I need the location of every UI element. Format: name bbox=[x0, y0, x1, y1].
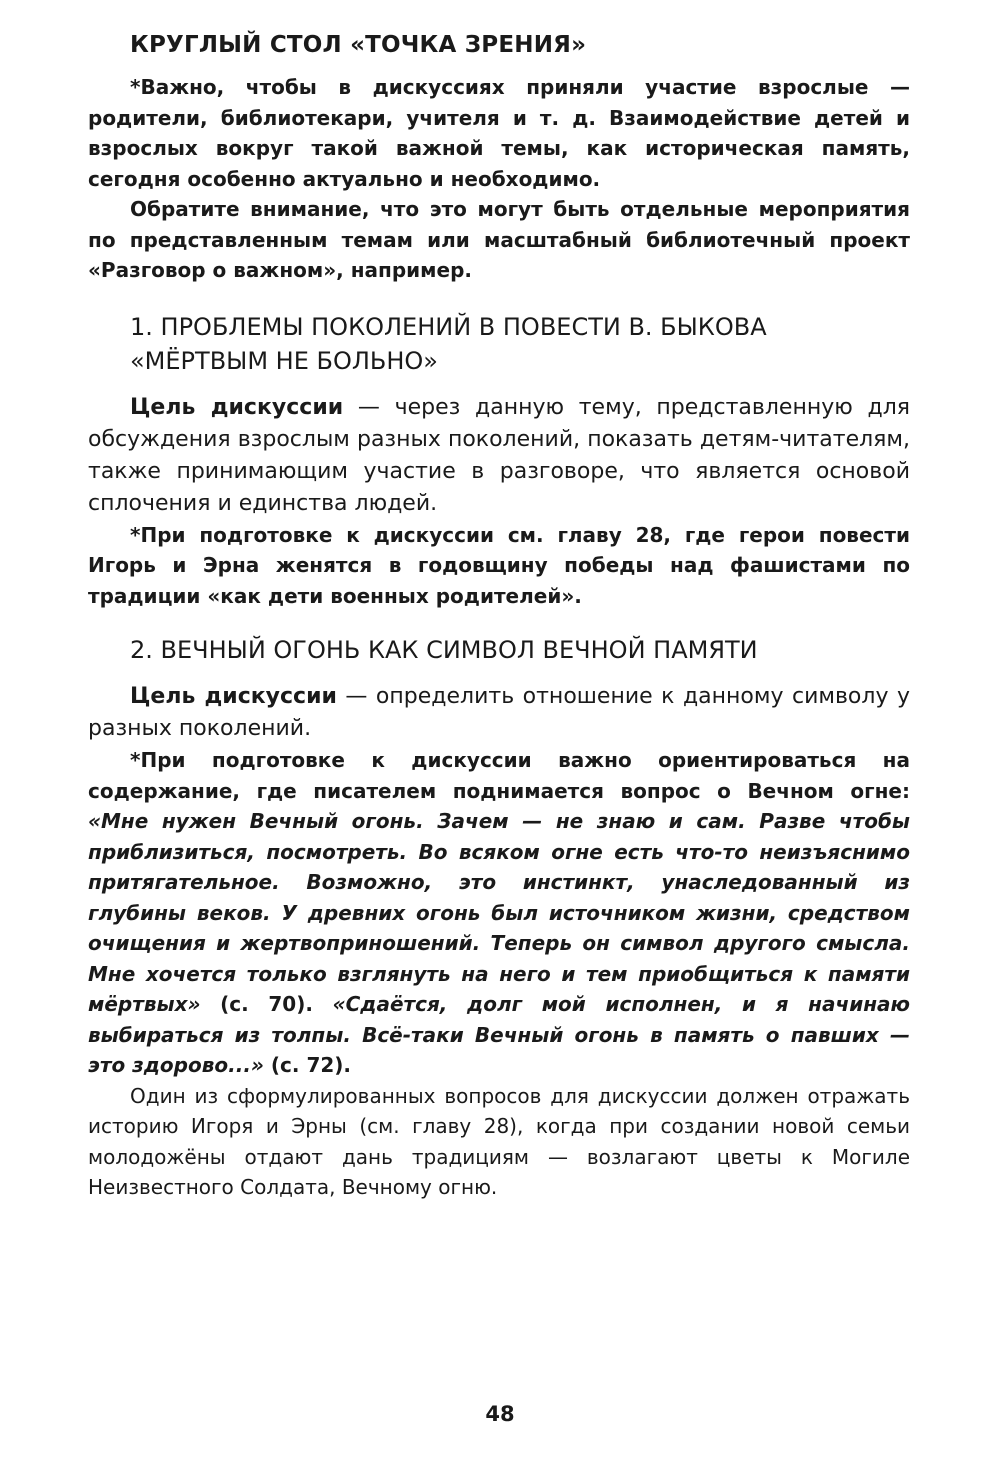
page-content bbox=[88, 30, 910, 1203]
section2-closing: Один из сформулированных вопросов для дискуссии должен отражать историю Игоря и Эрны (см. главу 28), когда при создании новой семьи молодожёны отдают дань традициям — возлагают цветы к Могиле Неизвестного Солдата, Вечному огню. bbox=[88, 1083, 910, 1199]
section2-note-intro: *При подготовке к дискуссии важно ориентироваться на содержание, где писателем поднимается вопрос о Вечном огне: bbox=[88, 748, 910, 803]
page-title: КРУГЛЫЙ СТОЛ «ТОЧКА ЗРЕНИЯ» bbox=[130, 32, 587, 58]
section1-title bbox=[130, 310, 910, 378]
section2-note bbox=[88, 745, 910, 1081]
section2-title: 2. ВЕЧНЫЙ ОГОНЬ КАК СИМВОЛ ВЕЧНОЙ ПАМЯТИ bbox=[130, 636, 758, 664]
section1-goal-label: Цель дискуссии bbox=[130, 394, 344, 420]
section2-ref1: (с. 70). bbox=[200, 992, 333, 1016]
section1-note: *При подготовке к дискуссии см. главу 28, где герои повести Игорь и Эрна женятся в годовщину победы над фашистами по традиции «как дети военных родителей». bbox=[88, 522, 910, 608]
section2-quote2: «Сдаётся, долг мой исполнен, и я начинаю выбираться из толпы. Всё-таки Вечный огонь в память о павших — это здорово...» bbox=[88, 992, 910, 1077]
section1-title-line1: 1. ПРОБЛЕМЫ ПОКОЛЕНИЙ В ПОВЕСТИ В. БЫКОВА bbox=[130, 312, 767, 341]
section1-goal-text: — через данную тему, представленную для обсуждения взрослым разных поколений, показать детям-читателям, также принимающим участие в разговоре, что является основой сплочения и единства людей. bbox=[88, 394, 910, 516]
section2-ref2: (с. 72). bbox=[263, 1053, 352, 1077]
section2-goal-text: — определить отношение к данному символу у разных поколений. bbox=[88, 684, 910, 741]
section2-quote1: «Мне нужен Вечный огонь. Зачем — не знаю и сам. Разве чтобы приблизиться, посмотреть. Во всяком огне есть что-то неизъяснимо притягательное. Возможно, это инстинкт, унаследованный из глубины веков. У древних огонь был источником жизни, средством очищения и жертвоприношений. Теперь он символ другого смысла. Мне хочется только взглянуть на него и тем приобщиться к памяти мёртвых» bbox=[88, 809, 910, 1016]
section2-goal-label: Цель дискуссии bbox=[130, 684, 337, 709]
intro-note: *Важно, чтобы в дискуссиях приняли участие взрослые — родители, библиотекари, учителя и т. д. Взаимодействие детей и взрослых вокруг такой важной темы, как историческая память, сегодня особенно актуально и необходимо. bbox=[88, 75, 910, 191]
intro-attention: Обратите внимание, что это могут быть отдельные мероприятия по представленным темам или масштабный библиотечный проект «Разговор о важном», например. bbox=[88, 197, 910, 282]
section2-goal bbox=[88, 681, 910, 745]
page-number: 48 bbox=[485, 1402, 515, 1426]
section1-goal bbox=[88, 392, 910, 520]
section1-title-line2: «МЁРТВЫМ НЕ БОЛЬНО» bbox=[130, 346, 438, 375]
